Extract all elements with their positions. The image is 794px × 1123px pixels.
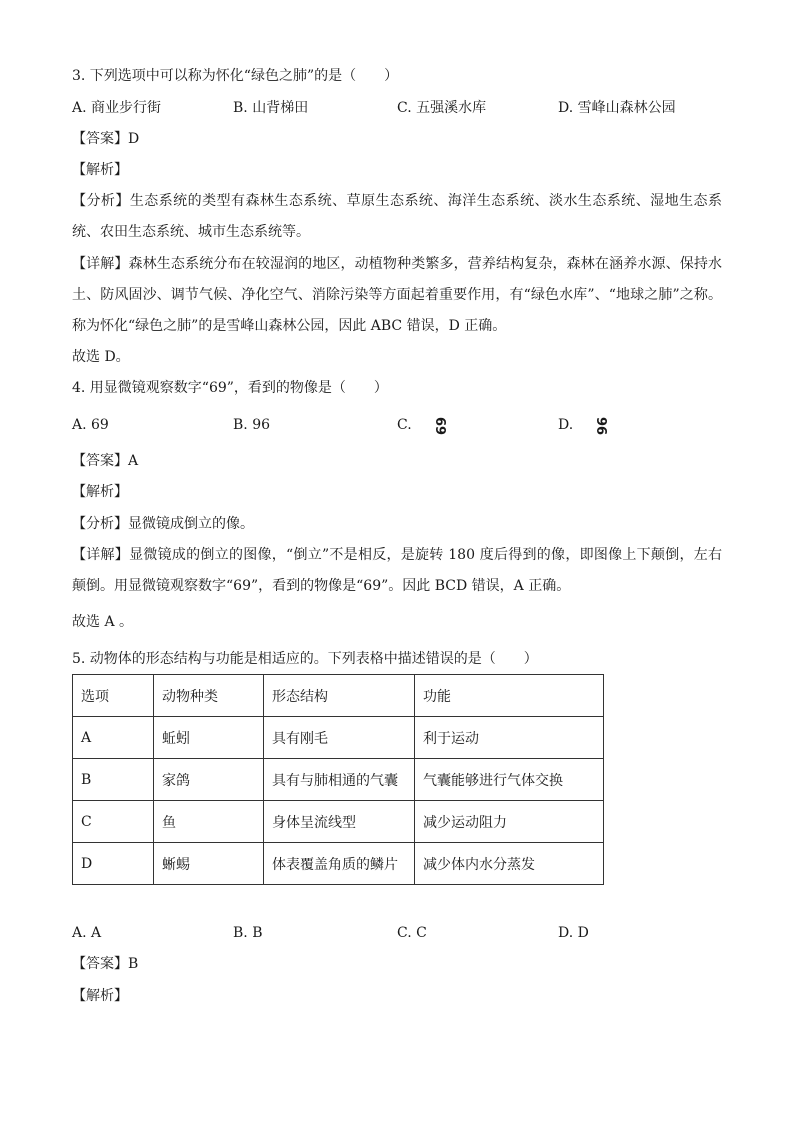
q5-option-a: A. A [72,925,102,941]
q3-option-c: C. 五强溪水库 [397,100,487,116]
q3-option-b: B. 山背梯田 [233,100,309,116]
q4-option-a [72,415,109,435]
table-cell: 气囊能够进行气体交换 [415,759,604,801]
table-cell: 利于运动 [415,717,604,759]
table-cell: 具有与肺相通的气囊 [264,759,415,801]
q3-conclusion: 故选 D。 [72,349,130,365]
q5-option-c: C. C [397,925,427,941]
q4-stem: 4. 用显微镜观察数字“69”，看到的物像是（ ） [72,380,388,396]
table-cell: 身体呈流线型 [264,801,415,843]
table-cell: 具有刚毛 [264,717,415,759]
q3-fenxi: 【分析】生态系统的类型有森林生态系统、草原生态系统、海洋生态系统、淡水生态系统、湿地生态系统、农田生态系统、城市生态系统等。 [72,193,722,240]
q4-option-d-label: D. [558,417,574,433]
table-cell: 体表覆盖角质的鳞片 [264,843,415,885]
table-row [73,801,604,843]
q4-option-a-label: A. 69 [72,417,109,433]
table-header-cell: 功能 [415,675,604,717]
table-row [73,759,604,801]
q4-option-c [397,415,448,436]
q5-analysis-title: 【解析】 [72,988,128,1004]
q4-analysis-title: 【解析】 [72,484,128,500]
q3-answer: 【答案】D [72,131,140,147]
q5-option-d: D. D [558,925,589,941]
table-cell: 蚯蚓 [154,717,264,759]
q3-analysis-title: 【解析】 [72,162,128,178]
q3-stem: 3. 下列选项中可以称为怀化“绿色之肺”的是（ ） [72,68,399,84]
q4-fenxi: 【分析】显微镜成倒立的像。 [72,516,254,532]
q4-option-b-label: B. 96 [233,417,271,433]
table-cell: 蜥蜴 [154,843,264,885]
table-cell: D [73,843,154,885]
q3-xiangjie: 【详解】森林生态系统分布在较湿润的地区，动植物种类繁多，营养结构复杂，森林在涵养水源、保持水土、防风固沙、调节气候、净化空气、消除污染等方面起着重要作用，有“绿色水库”、“地球之肺”之称。称为怀化“绿色之肺”的是雪峰山森林公园，因此 ABC 错误，D 正确。 [72,256,722,334]
q4-option-d-rotated-digits: 96 [593,416,609,436]
q4-option-c-rotated-digits: 69 [431,416,447,436]
table-header-row [73,675,604,717]
q5-stem: 5. 动物体的形态结构与功能是相适应的。下列表格中描述错误的是（ ） [72,651,538,667]
q3-option-a: A. 商业步行街 [72,100,162,116]
table-row [73,843,604,885]
q3-option-d: D. 雪峰山森林公园 [558,100,676,116]
table-cell: B [73,759,154,801]
q4-answer: 【答案】A [72,453,139,469]
table-cell: 减少运动阻力 [415,801,604,843]
q4-option-d [558,415,609,436]
table-cell: A [73,717,154,759]
table-cell: 鱼 [154,801,264,843]
q5-table [72,674,604,885]
table-row [73,717,604,759]
q4-option-b [233,415,270,435]
table-header-cell: 动物种类 [154,675,264,717]
table-cell: 减少体内水分蒸发 [415,843,604,885]
table-header-cell: 形态结构 [264,675,415,717]
q4-option-c-label: C. [397,417,412,433]
q4-conclusion: 故选 A 。 [72,614,134,630]
table-cell: C [73,801,154,843]
q4-xiangjie: 【详解】显微镜成的倒立的图像，“倒立”不是相反，是旋转 180 度后得到的像，即图像上下颠倒，左右颠倒。用显微镜观察数字“69”，看到的物像是“69”。因此 BCD 错误，A 正确。 [72,547,722,594]
table-cell: 家鸽 [154,759,264,801]
q5-option-b: B. B [233,925,263,941]
q5-answer: 【答案】B [72,956,139,972]
table-header-cell: 选项 [73,675,154,717]
